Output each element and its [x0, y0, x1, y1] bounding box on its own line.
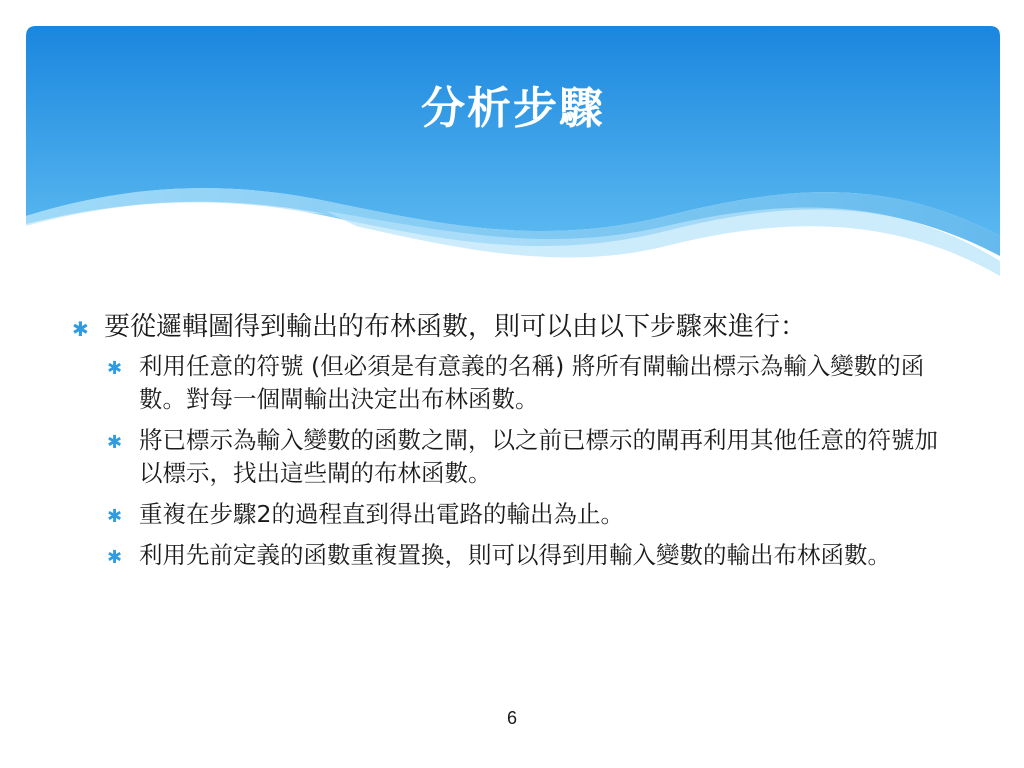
bullet-list [68, 310, 968, 580]
asterisk-icon: ✱ [72, 317, 89, 341]
title-banner [26, 26, 1000, 286]
sub-bullet-text: 重複在步驟2的過程直到得出電路的輸出為止。 [139, 500, 624, 528]
wave-background [26, 26, 1000, 286]
sub-bullet-text: 將已標示為輸入變數的函數之閘，以之前已標示的閘再利用其他任意的符號加以標示，找出這些閘的布林函數。 [139, 426, 938, 487]
bullet-text: 要從邏輯圖得到輸出的布林函數，則可以由以下步驟來進行： [104, 312, 807, 342]
slide-title: 分析步驟 [421, 83, 605, 134]
page-number: 6 [506, 708, 517, 728]
bullet-item [68, 310, 968, 344]
sub-bullet-text: 利用先前定義的函數重複置換，則可以得到用輸入變數的輸出布林函數。 [139, 541, 891, 569]
sub-bullet-item [103, 424, 951, 490]
sub-bullet-item [103, 498, 951, 531]
asterisk-icon: ✱ [107, 358, 123, 379]
sub-bullet-item [103, 539, 951, 572]
asterisk-icon: ✱ [107, 547, 123, 568]
asterisk-icon: ✱ [107, 432, 123, 453]
sub-bullet-text: 利用任意的符號 (但必須是有意義的名稱) 將所有閘輸出標示為輸入變數的函數。對每一個閘輸出決定出布林函數。 [139, 352, 925, 413]
sub-bullet-item [103, 350, 951, 416]
asterisk-icon: ✱ [107, 506, 123, 527]
